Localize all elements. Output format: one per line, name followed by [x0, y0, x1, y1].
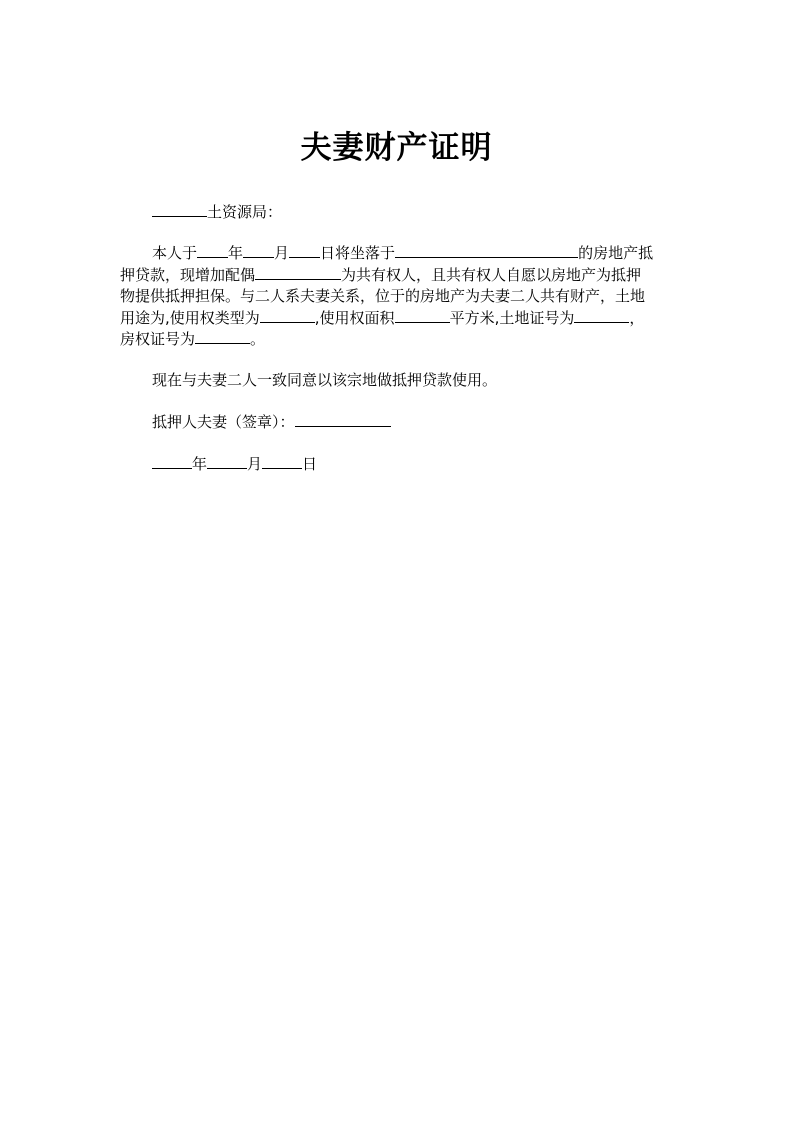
paragraph1-line3 [120, 285, 680, 307]
text-segment: 现在与夫妻二人一致同意以该宗地做抵押贷款使用。 [152, 371, 498, 389]
signature-blank[interactable] [295, 410, 391, 427]
text-segment: 日 [302, 455, 318, 473]
spouse-name-blank[interactable] [255, 263, 341, 280]
text-segment: ,使用权面积 [314, 309, 395, 327]
bureau-name-blank[interactable] [152, 200, 207, 217]
text-segment: ， [629, 309, 645, 327]
salutation-text: 土资源局： [207, 203, 283, 221]
house-cert-blank[interactable] [195, 327, 250, 344]
text-segment: 。 [250, 330, 266, 348]
location-blank[interactable] [395, 241, 578, 258]
paragraph1-line1 [152, 241, 712, 264]
text-segment: 月 [247, 455, 263, 473]
date-month-blank[interactable] [207, 452, 247, 469]
date-line [152, 452, 712, 475]
salutation-line [152, 200, 712, 223]
month-blank[interactable] [243, 241, 274, 258]
day-blank[interactable] [289, 241, 320, 258]
paragraph1-line5 [120, 327, 680, 350]
text-segment: 用途为,使用权类型为 [120, 309, 260, 327]
paragraph1-line2 [120, 263, 680, 286]
text-segment: 押贷款，现增加配偶 [120, 266, 256, 284]
text-segment: 为共有权人，且共有权人自愿以房地产为抵押 [341, 266, 642, 284]
date-day-blank[interactable] [262, 452, 302, 469]
text-segment: 日将坐落于 [320, 244, 396, 262]
text-segment: 年 [192, 455, 208, 473]
paragraph1-line4 [120, 306, 680, 329]
text-segment: 的房地产抵 [578, 244, 654, 262]
text-segment: 月 [274, 244, 290, 262]
area-blank[interactable] [395, 306, 450, 323]
usage-type-blank[interactable] [260, 306, 315, 323]
text-segment: 房权证号为 [120, 330, 196, 348]
text-segment: 本人于 [152, 244, 198, 262]
text-segment: 年 [228, 244, 244, 262]
signature-label: 抵押人夫妻（签章）： [152, 413, 295, 431]
land-cert-blank[interactable] [574, 306, 629, 323]
date-year-blank[interactable] [152, 452, 192, 469]
text-segment: 平方米,土地证号为 [449, 309, 575, 327]
text-segment: 物提供抵押担保。与二人系夫妻关系，位于的房地产为夫妻二人共有财产，土地 [120, 287, 646, 305]
signature-line [152, 410, 712, 433]
document-title: 夫妻财产证明 [300, 130, 493, 166]
year-blank[interactable] [197, 241, 228, 258]
paragraph2-line [152, 369, 712, 391]
